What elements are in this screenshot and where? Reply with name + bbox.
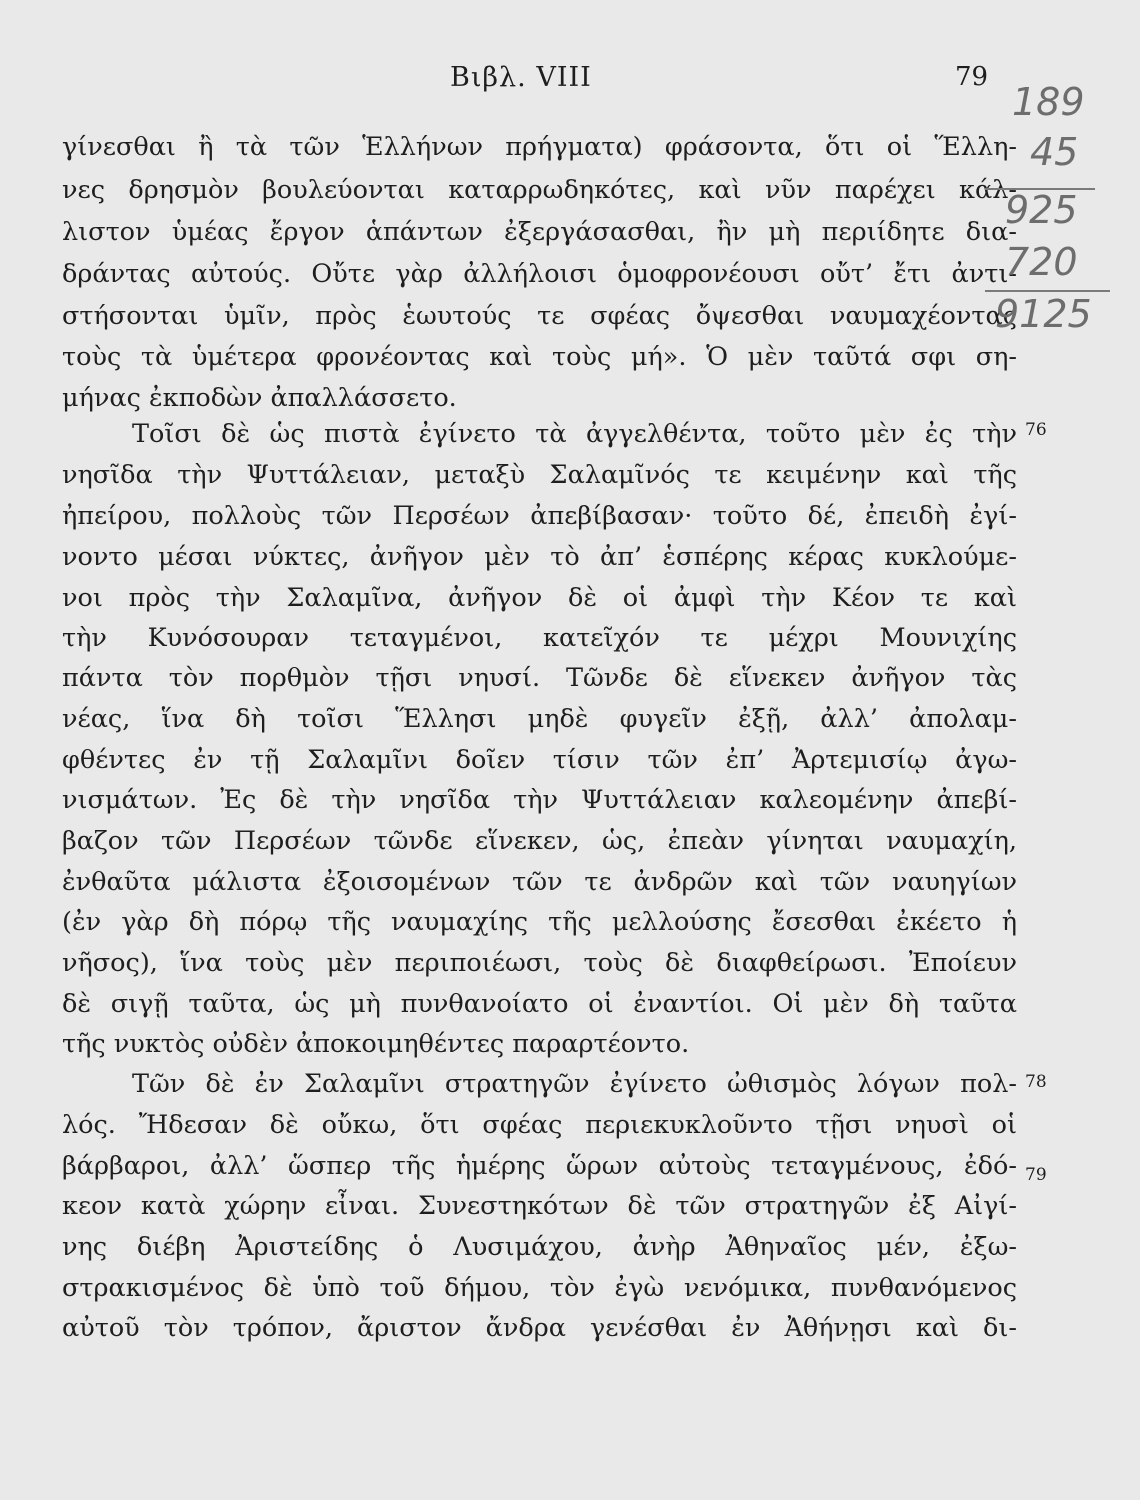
margin-section-number: 76 xyxy=(1025,420,1047,440)
text-line: ἐνθαῦτα μάλιστα ἐξοισομένων τῶν τε ἀνδρῶν καὶ τῶν ναυηγίων xyxy=(62,867,1017,897)
margin-section-number: 78 xyxy=(1025,1072,1047,1092)
pencil-note: 189 xyxy=(1012,80,1085,124)
text-line: βάρβαροι, ἀλλ’ ὥσπερ τῆς ἡμέρης ὥρων αὐτοὺς τεταγμένους, ἐδό- xyxy=(62,1151,1017,1181)
text-line: στήσονται ὑμῖν, πρὸς ἑωυτούς τε σφέας ὄψεσθαι ναυμαχέοντας xyxy=(62,301,1017,331)
text-line: μήνας ἐκποδὼν ἀπαλλάσσετο. xyxy=(62,383,457,413)
text-line: φθέντες ἐν τῇ Σαλαμῖνι δοῖεν τίσιν τῶν ἐπ’ Ἀρτεμισίῳ ἀγω- xyxy=(62,745,1017,775)
page-number: 79 xyxy=(955,62,989,92)
text-line: νῆσος), ἵνα τοὺς μὲν περιποιέωσι, τοὺς δὲ διαφθείρωσι. Ἐποίευν xyxy=(62,948,1017,978)
text-line: (ἐν γὰρ δὴ πόρῳ τῆς ναυμαχίης τῆς μελλούσης ἔσεσθαι ἐκέετο ἡ xyxy=(62,907,1017,937)
text-line: τῆς νυκτὸς οὐδὲν ἀποκοιμηθέντες παραρτέοντο. xyxy=(62,1029,690,1059)
pencil-note: 720 xyxy=(1005,240,1078,284)
text-line: κεον κατὰ χώρην εἶναι. Συνεστηκότων δὲ τῶν στρατηγῶν ἐξ Αἰγί- xyxy=(62,1191,1017,1221)
text-line: γίνεσθαι ἢ τὰ τῶν Ἑλλήνων πρήγματα) φράσοντα, ὅτι οἱ Ἕλλη- xyxy=(62,132,1017,162)
pencil-note: 9125 xyxy=(995,292,1092,336)
pencil-note: 925 xyxy=(1005,188,1078,232)
text-line: ἠπείρου, πολλοὺς τῶν Περσέων ἀπεβίβασαν· τοῦτο δέ, ἐπειδὴ ἐγί- xyxy=(62,501,1017,531)
text-line: νες δρησμὸν βουλεύονται καταρρωδηκότες, καὶ νῦν παρέχει κάλ- xyxy=(62,175,1017,205)
text-line: δὲ σιγῇ ταῦτα, ὡς μὴ πυνθανοίατο οἱ ἐναντίοι. Οἱ μὲν δὴ ταῦτα xyxy=(62,989,1017,1019)
text-line: λός. Ἤδεσαν δὲ οὔκω, ὅτι σφέας περιεκυκλοῦντο τῇσι νηυσὶ οἱ xyxy=(62,1110,1017,1140)
text-line: νισμάτων. Ἐς δὲ τὴν νησῖδα τὴν Ψυττάλειαν καλεομένην ἀπεβί- xyxy=(62,785,1017,815)
text-line: αὐτοῦ τὸν τρόπον, ἄριστον ἄνδρα γενέσθαι ἐν Ἀθήνῃσι καὶ δι- xyxy=(62,1313,1017,1343)
paragraph-first-line: Τοῖσι δὲ ὡς πιστὰ ἐγίνετο τὰ ἀγγελθέντα, τοῦτο μὲν ἐς τὴν xyxy=(132,419,1017,449)
text-line: νοντο μέσαι νύκτες, ἀνῆγον μὲν τὸ ἀπ’ ἑσπέρης κέρας κυκλούμε- xyxy=(62,542,1017,572)
text-line: νησῖδα τὴν Ψυττάλειαν, μεταξὺ Σαλαμῖνός τε κειμένην καὶ τῆς xyxy=(62,460,1017,490)
text-line: δράντας αὐτούς. Οὔτε γὰρ ἀλλήλοισι ὁμοφρονέουσι οὔτ’ ἔτι ἀντι- xyxy=(62,259,1017,289)
running-head-title: Βιβλ. VIII xyxy=(450,62,592,93)
text-line: στρακισμένος δὲ ὑπὸ τοῦ δήμου, τὸν ἐγὼ νενόμικα, πυνθανόμενος xyxy=(62,1273,1017,1303)
text-line: τὴν Κυνόσουραν τεταγμένοι, κατεῖχόν τε μέχρι Μουνιχίης xyxy=(62,623,1017,653)
text-line: νης διέβη Ἀριστείδης ὁ Λυσιμάχου, ἀνὴρ Ἀθηναῖος μέν, ἐξω- xyxy=(62,1232,1017,1262)
text-line: νέας, ἵνα δὴ τοῖσι Ἕλλησι μηδὲ φυγεῖν ἐξῇ, ἀλλ’ ἀπολαμ- xyxy=(62,704,1017,734)
running-head xyxy=(0,62,1140,102)
text-line: πάντα τὸν πορθμὸν τῇσι νηυσί. Τῶνδε δὲ εἵνεκεν ἀνῆγον τὰς xyxy=(62,663,1017,693)
text-line: νοι πρὸς τὴν Σαλαμῖνα, ἀνῆγον δὲ οἱ ἀμφὶ τὴν Κέον τε καὶ xyxy=(62,583,1017,613)
pencil-note: 45 xyxy=(1030,130,1079,174)
text-line: τοὺς τὰ ὑμέτερα φρονέοντας καὶ τοὺς μή». Ὁ μὲν ταῦτά σφι ση- xyxy=(62,342,1017,372)
text-line: βαζον τῶν Περσέων τῶνδε εἵνεκεν, ὡς, ἐπεὰν γίνηται ναυμαχίη, xyxy=(62,826,1017,856)
text-line: λιστον ὑμέας ἔργον ἁπάντων ἐξεργάσασθαι, ἢν μὴ περιίδητε δια- xyxy=(62,217,1017,247)
paragraph-first-line: Τῶν δὲ ἐν Σαλαμῖνι στρατηγῶν ἐγίνετο ὠθισμὸς λόγων πολ- xyxy=(132,1069,1017,1099)
margin-section-number: 79 xyxy=(1025,1165,1047,1185)
